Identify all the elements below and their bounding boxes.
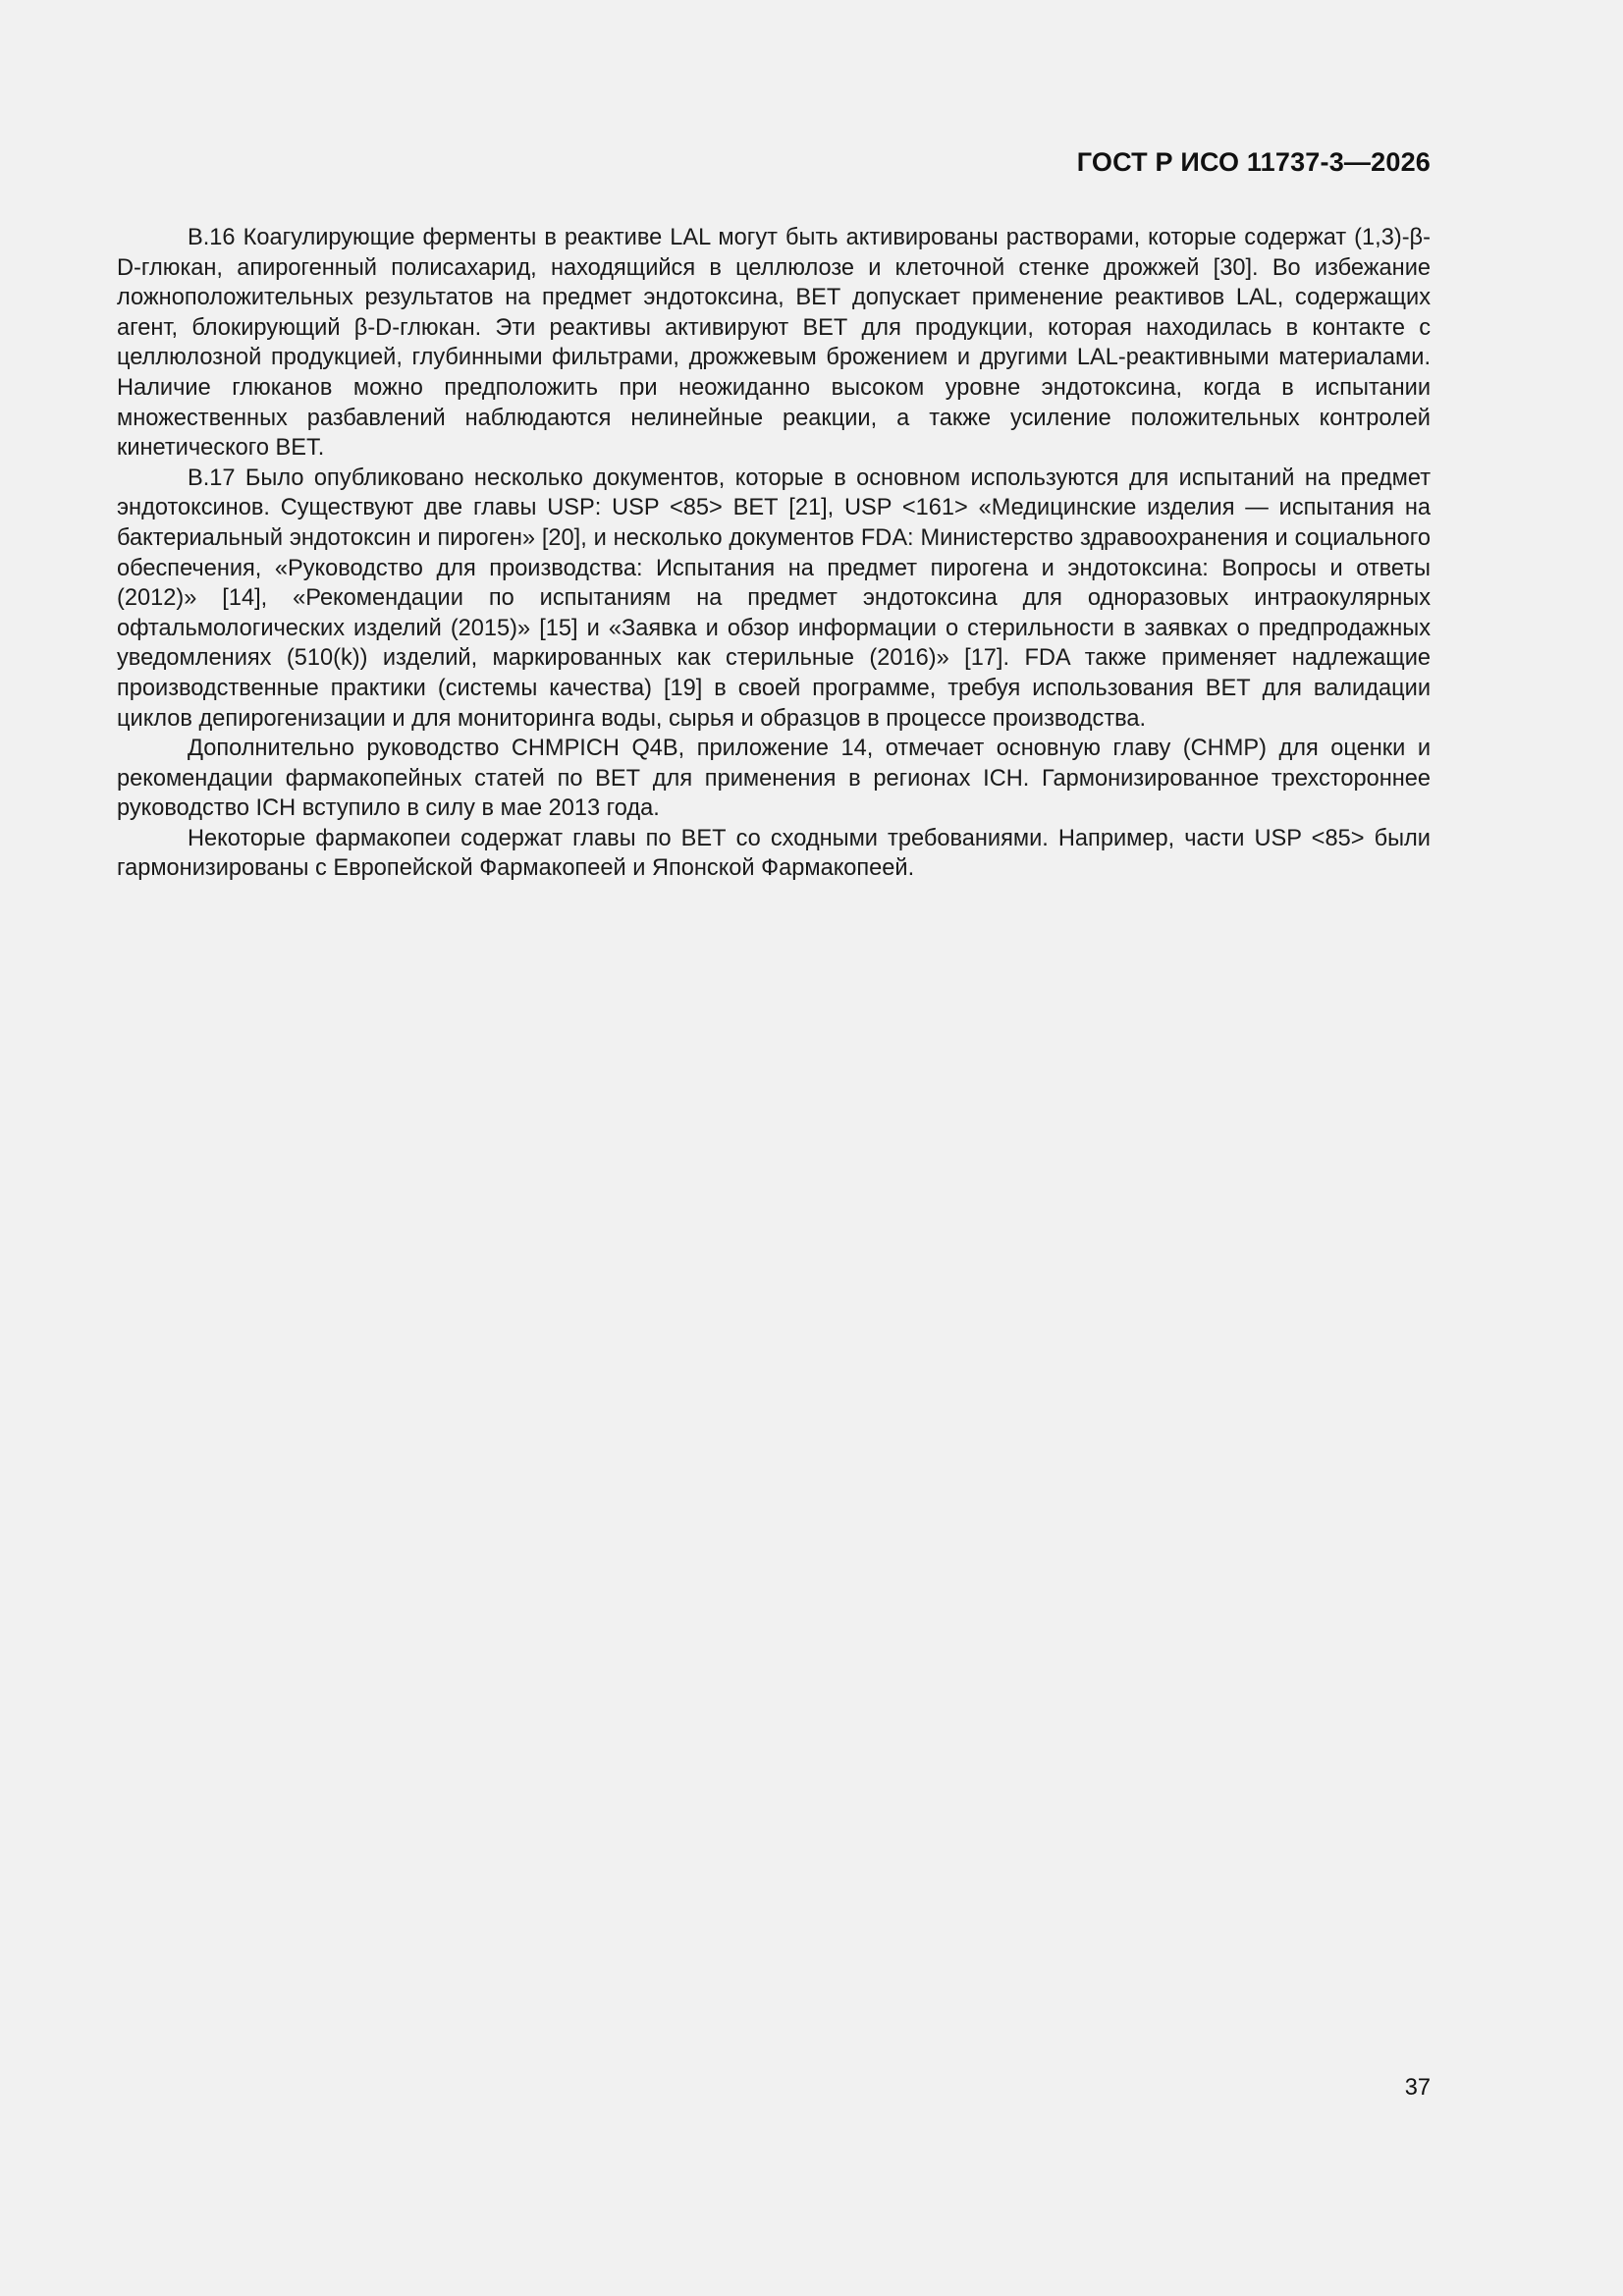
- page-number: 37: [1404, 2075, 1431, 2101]
- paragraph-b17: В.17 Было опубликовано несколько документов, которые в основном используются для испытаний на предмет эндотоксинов. Существуют две главы USP: USP <85> ВЕТ [21], USP <161> «Медицинские изделия — испытания на бактериальный эндотоксин и пироген» [20], и несколько документов FDA: Министерство здравоохранения и социального обеспечения, «Руководство для производства: Испытания на предмет пирогена и эндотоксина: Вопросы и ответы (2012)» [14], «Рекомендации по испытаниям на предмет эндотоксина для одноразовых интраокулярных офтальмологических изделий (2015)» [15] и «Заявка и обзор информации о стерильности в заявках о предпродажных уведомлениях (510(k)) изделий, маркированных как стерильные (2016)» [17]. FDA также применяет надлежащие производственные практики (системы качества) [19] в своей программе, требуя использования ВЕТ для валидации циклов депирогенизации и для мониторинга воды, сырья и образцов в процессе производства.: [117, 465, 1431, 732]
- document-code-header: ГОСТ Р ИСО 11737-3—2026: [1076, 147, 1431, 177]
- paragraph-b16: В.16 Коагулирующие ферменты в реактиве LAL могут быть активированы растворами, которые содержат (1,3)-β-D-глюкан, апирогенный полисахарид, находящийся в целлюлозе и клеточной стенке дрожжей [30]. Во избежание ложноположительных результатов на предмет эндотоксина, ВЕТ допускает применение реактивов LAL, содержащих агент, блокирующий β-D-глюкан. Эти реактивы активируют ВЕТ для продукции, которая находилась в контакте с целлюлозной продукцией, глубинными фильтрами, дрожжевым брожением и другими LAL-реактивными материалами. Наличие глюканов можно предположить при неожиданно высоком уровне эндотоксина, когда в испытании множественных разбавлений наблюдаются нелинейные реакции, а также усиление положительных контролей кинетического ВЕТ.: [117, 225, 1431, 462]
- paragraph-pharmacopoeias: Некоторые фармакопеи содержат главы по ВЕТ со сходными требованиями. Например, части USP <85> были гармонизированы с Европейской Фармакопеей и Японской Фармакопеей.: [117, 825, 1431, 882]
- paragraph-chmp-ich: Дополнительно руководство CHMPICH Q4B, приложение 14, отмечает основную главу (CHMP) для оценки и рекомендации фармакопейных статей по ВЕТ для применения в регионах ICH. Гармонизированное трехстороннее руководство ICH вступило в силу в мае 2013 года.: [117, 736, 1431, 822]
- document-body: [117, 223, 1431, 884]
